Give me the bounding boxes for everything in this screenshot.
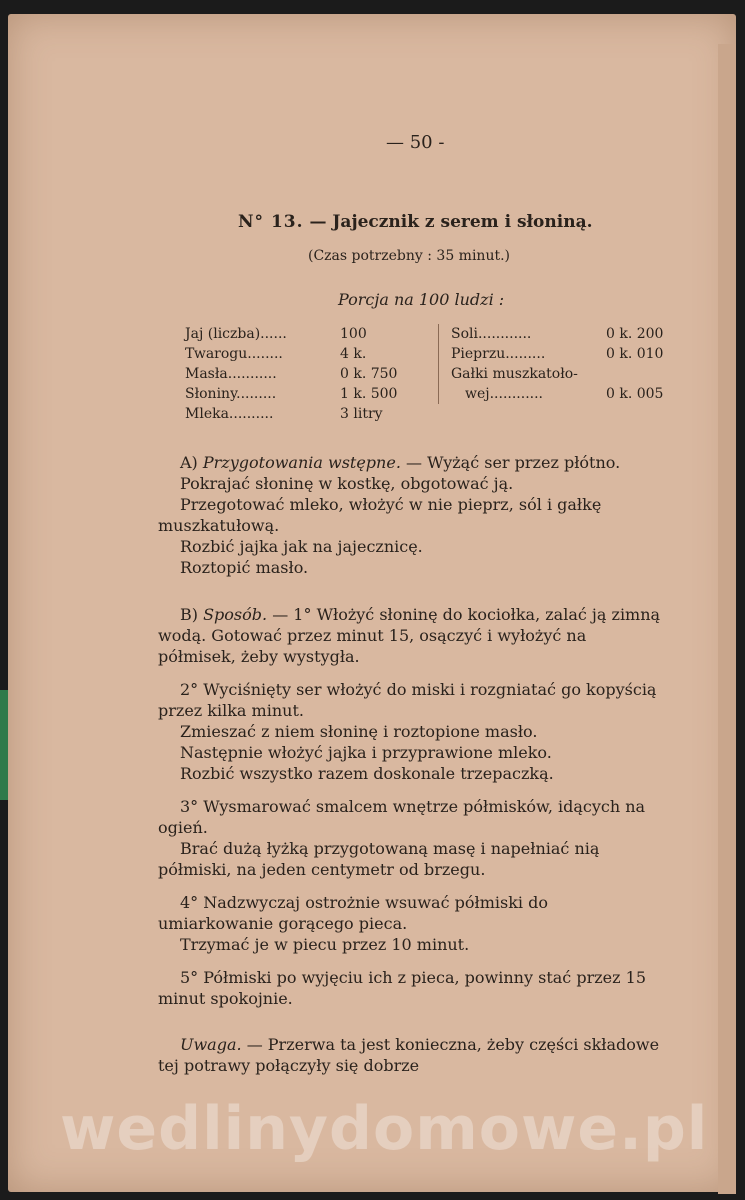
page-number: — 50 - [386, 132, 445, 153]
section-b [158, 604, 663, 1009]
ingredient-row: Pieprzu......... 0 k. 010 [451, 346, 664, 362]
section-a [158, 452, 663, 578]
step-2-line: Następnie włożyć jajka i przyprawione mleko. [180, 743, 552, 762]
section-b-dash: — [272, 605, 289, 624]
prep-time: (Czas potrzebny : 35 minut.) [308, 248, 510, 264]
step-1: 1° Włożyć słoninę do kociołka, zalać ją zimną wodą. Gotować przez minut 15, osączyć i wyłożyć na półmisek, żeby wystygła. [158, 605, 661, 666]
book-page [8, 14, 736, 1192]
paragraph: Przegotować mleko, włożyć w nie pieprz, sól i gałkę muszkatułową. [158, 495, 602, 535]
step-5: 5° Półmiski po wyjęciu ich z pieca, powinny stać przez 15 minut spokojnie. [158, 968, 646, 1008]
ingredient-row: wej............ 0 k. 005 [465, 386, 664, 402]
step-4-line: Trzymać je w piecu przez 10 minut. [180, 935, 470, 954]
section-a-dash: — [406, 453, 422, 472]
recipe-number: N° 13. [238, 212, 304, 232]
section-a-line1: Wyżąć ser przez płótno. [427, 453, 621, 472]
section-a-label: A) [180, 453, 198, 472]
section-b-label: B) [180, 605, 198, 624]
paragraph: Pokrajać słoninę w kostkę, obgotować ją. [180, 474, 514, 493]
ingredient-row: Jaj (liczba)...... 100 [185, 326, 367, 342]
ingredient-row: Gałki muszkatoło- [451, 366, 578, 382]
ingredient-row: Twarogu........ 4 k. [185, 346, 367, 362]
ingredients-right [438, 324, 686, 404]
ingredient-row: Słoniny......... 1 k. 500 [185, 386, 398, 402]
portion-heading: Porcja na 100 ludzi : [338, 290, 505, 309]
section-b-title: Sposób. [203, 605, 268, 624]
note-label: Uwaga. [180, 1035, 242, 1054]
paragraph: Rozbić jajka jak na jajecznicę. [180, 537, 423, 556]
page-edge [718, 44, 736, 1194]
step-2: 2° Wyciśnięty ser włożyć do miski i rozgniatać go kopyścią przez kilka minut. [158, 680, 657, 720]
recipe-heading [238, 212, 593, 232]
step-3-line: Brać dużą łyżką przygotowaną masę i napełniać nią półmiski, na jeden centymetr od brzegu. [158, 839, 600, 879]
ingredient-row: Soli............ 0 k. 200 [451, 326, 664, 342]
note-text: Przerwa ta jest konieczna, żeby części składowe tej potrawy połączyły się dobrze [158, 1035, 660, 1075]
watermark: wedlinydomowe.pl [60, 1094, 709, 1164]
step-3: 3° Wysmarować smalcem wnętrze półmisków, idących na ogień. [158, 797, 646, 837]
paragraph: Roztopić masło. [180, 558, 309, 577]
step-4: 4° Nadzwyczaj ostrożnie wsuwać półmiski do umiarkowanie gorącego pieca. [158, 893, 548, 933]
step-2-line: Zmieszać z niem słoninę i roztopione masło. [180, 722, 538, 741]
ingredient-row: Mleka.......... 3 litry [185, 406, 383, 422]
step-2-line: Rozbić wszystko razem doskonale trzepaczką. [180, 764, 554, 783]
ingredients-left [185, 324, 425, 424]
recipe-title: Jajecznik z serem i słoniną. [332, 212, 593, 232]
note [158, 1034, 663, 1076]
note-dash: — [246, 1035, 263, 1054]
recipe-dash: — [309, 212, 327, 232]
ingredient-row: Masła........... 0 k. 750 [185, 366, 398, 382]
section-a-title: Przygotowania wstępne. [202, 453, 401, 472]
